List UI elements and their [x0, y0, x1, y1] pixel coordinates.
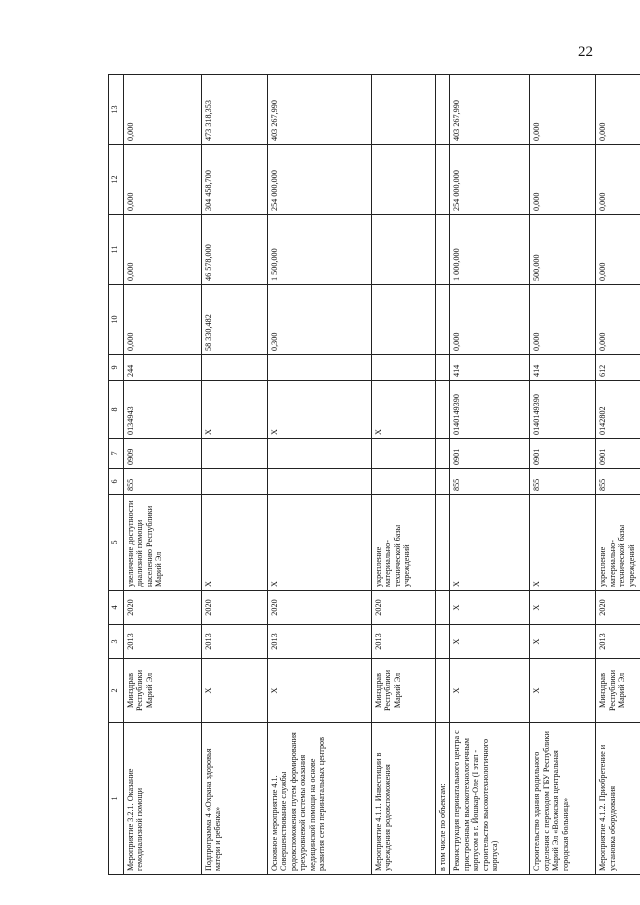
col-header: 9: [109, 355, 124, 381]
table-cell-7: [372, 439, 436, 469]
table-cell-8: Х: [268, 381, 372, 439]
table-cell-13: 0,000: [596, 75, 640, 145]
table-row: [372, 75, 436, 875]
table-cell-13: 403 267,990: [450, 75, 530, 145]
table-cell-12: 254 000,000: [450, 145, 530, 215]
table-cell-9: [202, 355, 268, 381]
table-cell-9: 414: [530, 355, 596, 381]
table-cell-2: Х: [530, 659, 596, 723]
table-cell-6: [372, 469, 436, 495]
table-cell-13: 403 267,990: [268, 75, 372, 145]
table-row: [596, 75, 640, 875]
table-row: [202, 75, 268, 875]
table-cell-4: Х: [450, 591, 530, 625]
table-cell-2: Минздрав Республики Марий Эл: [596, 659, 640, 723]
table-row: [436, 75, 450, 875]
table-cell-1: Мероприятие 4.1.2. Приобретение и установка оборудования: [596, 723, 640, 875]
table-cell-7: 0901: [450, 439, 530, 469]
col-header: 10: [109, 285, 124, 355]
table-cell-11: 0,000: [124, 215, 202, 285]
table-cell-1: Реконструкция перинатального центра с пристроенным высокотехнологичным корпусом в г. Йошкар-Оле (I этап - строительство высокотехнологичного корпуса): [450, 723, 530, 875]
table-cell-7: [268, 439, 372, 469]
table-cell-1: Подпрограмма 4 «Охрана здоровья матери и ребенка»: [202, 723, 268, 875]
table-row: [124, 75, 202, 875]
table-cell-9: 244: [124, 355, 202, 381]
table-cell-4: 2020: [202, 591, 268, 625]
table-cell-4: Х: [530, 591, 596, 625]
table-cell-10: 0,300: [268, 285, 372, 355]
table-cell-4: 2020: [124, 591, 202, 625]
table-cell-10: [372, 285, 436, 355]
table-cell-11: [372, 215, 436, 285]
col-header: 4: [109, 591, 124, 625]
table-cell-2: [436, 659, 450, 723]
table-cell-8: 0140149390: [450, 381, 530, 439]
table-cell-4: [436, 591, 450, 625]
table-cell-5: Х: [202, 495, 268, 591]
table-cell-1: Мероприятие 3.2.1. Оказание гемодиализной помощи: [124, 723, 202, 875]
table-cell-10: 0,000: [124, 285, 202, 355]
table-cell-9: [436, 355, 450, 381]
table-cell-4: 2020: [596, 591, 640, 625]
budget-table: [108, 74, 640, 875]
table-cell-6: 855: [530, 469, 596, 495]
table-cell-4: 2020: [268, 591, 372, 625]
table-cell-3: 2013: [202, 625, 268, 659]
table-cell-11: [436, 215, 450, 285]
table-cell-7: 0909: [124, 439, 202, 469]
table-cell-8: [436, 381, 450, 439]
table-cell-5: Х: [268, 495, 372, 591]
table-cell-11: 0,000: [596, 215, 640, 285]
table-cell-9: [268, 355, 372, 381]
table-cell-7: 0901: [596, 439, 640, 469]
table-cell-10: 58 330,482: [202, 285, 268, 355]
table-cell-1: Основное мероприятие 4.1. Совершенствование службы родовспоможения путем формирования трехуровневой системы оказания медицинской помощи на основе развития сети перинатальных центров: [268, 723, 372, 875]
table-cell-8: Х: [372, 381, 436, 439]
table-cell-6: [202, 469, 268, 495]
table-cell-3: 2013: [596, 625, 640, 659]
table-cell-12: 304 458,700: [202, 145, 268, 215]
table-cell-12: [372, 145, 436, 215]
col-header: 7: [109, 439, 124, 469]
col-header: 5: [109, 495, 124, 591]
table-cell-1: Мероприятие 4.1.1. Инвестиции в учреждения родовспоможения: [372, 723, 436, 875]
table-cell-6: 855: [596, 469, 640, 495]
col-header: 13: [109, 75, 124, 145]
table-cell-12: 0,000: [596, 145, 640, 215]
table-cell-3: Х: [530, 625, 596, 659]
table-cell-6: 855: [450, 469, 530, 495]
table-cell-5: [436, 495, 450, 591]
table-cell-9: 414: [450, 355, 530, 381]
table-cell-6: [268, 469, 372, 495]
table-cell-12: [436, 145, 450, 215]
table-cell-12: 254 000,000: [268, 145, 372, 215]
table-cell-3: [436, 625, 450, 659]
table-cell-11: 1 000,000: [450, 215, 530, 285]
table-cell-1: Строительство здания родильного отделения с переходом ГБУ Республики Марий Эл «Волжская центральная городская больница»: [530, 723, 596, 875]
table-cell-3: 2013: [268, 625, 372, 659]
header-row: [109, 75, 124, 875]
rotated-table-wrapper: [108, 75, 636, 875]
table-cell-2: Х: [268, 659, 372, 723]
page-number: 22: [578, 44, 593, 60]
table-cell-10: 0,000: [450, 285, 530, 355]
table-cell-3: 2013: [124, 625, 202, 659]
col-header: 1: [109, 723, 124, 875]
table-cell-13: 473 318,353: [202, 75, 268, 145]
table-cell-7: [202, 439, 268, 469]
table-cell-10: [436, 285, 450, 355]
table-cell-12: 0,000: [124, 145, 202, 215]
col-header: 8: [109, 381, 124, 439]
table-cell-13: [436, 75, 450, 145]
table-cell-3: Х: [450, 625, 530, 659]
table-cell-4: 2020: [372, 591, 436, 625]
table-cell-5: увеличение доступности диализной помощи населению Республики Марий Эл: [124, 495, 202, 591]
table-cell-1: в том числе по объектам:: [436, 723, 450, 875]
table-cell-6: 855: [124, 469, 202, 495]
table-cell-2: Минздрав Республики Марий Эл: [124, 659, 202, 723]
table-cell-5: укрепление материально-технической базы учреждений: [372, 495, 436, 591]
table-row: [530, 75, 596, 875]
table-cell-11: 500,000: [530, 215, 596, 285]
table-cell-5: Х: [530, 495, 596, 591]
table-row: [268, 75, 372, 875]
table-cell-9: [372, 355, 436, 381]
table-cell-2: Минздрав Республики Марий Эл: [372, 659, 436, 723]
table-cell-2: Х: [450, 659, 530, 723]
table-cell-13: [372, 75, 436, 145]
table-cell-13: 0,000: [124, 75, 202, 145]
table-cell-13: 0,000: [530, 75, 596, 145]
table-cell-10: 0,000: [530, 285, 596, 355]
table-body: [124, 75, 640, 875]
table-cell-3: 2013: [372, 625, 436, 659]
table-cell-8: 0134943: [124, 381, 202, 439]
col-header: 3: [109, 625, 124, 659]
table-cell-5: укрепление материально-технической базы учреждений: [596, 495, 640, 591]
table-cell-11: 1 500,000: [268, 215, 372, 285]
table-cell-8: 0142802: [596, 381, 640, 439]
col-header: 11: [109, 215, 124, 285]
col-header: 6: [109, 469, 124, 495]
table-cell-7: [436, 439, 450, 469]
table-cell-7: 0901: [530, 439, 596, 469]
table-cell-8: Х: [202, 381, 268, 439]
table-cell-8: 0140149390: [530, 381, 596, 439]
col-header: 12: [109, 145, 124, 215]
table-row: [450, 75, 530, 875]
table-cell-6: [436, 469, 450, 495]
table-cell-2: Х: [202, 659, 268, 723]
table-cell-12: 0,000: [530, 145, 596, 215]
col-header: 2: [109, 659, 124, 723]
table-cell-5: Х: [450, 495, 530, 591]
table-cell-11: 46 578,000: [202, 215, 268, 285]
table-cell-10: 0,000: [596, 285, 640, 355]
table-cell-9: 612: [596, 355, 640, 381]
